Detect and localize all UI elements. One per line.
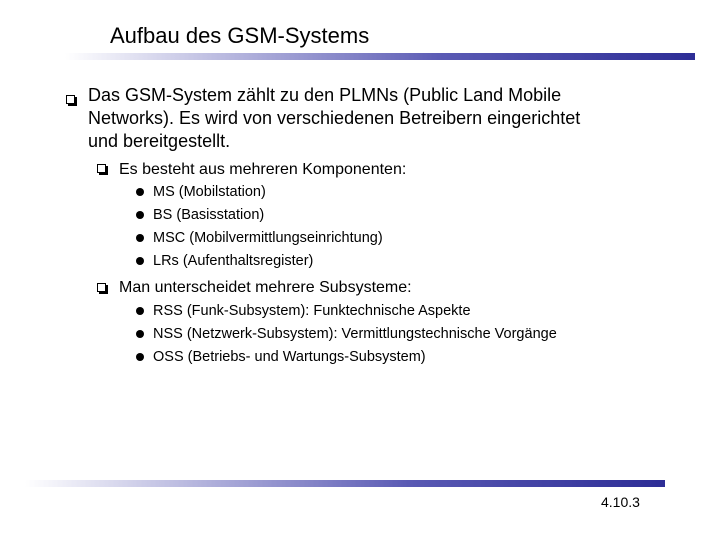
round-bullet-icon	[136, 188, 144, 196]
round-bullet-icon	[136, 330, 144, 338]
slide-title: Aufbau des GSM-Systems	[110, 23, 370, 48]
page-number: 4.10.3	[601, 494, 640, 510]
sub1-item: LRs (Aufenthaltsregister)	[153, 253, 314, 269]
sub1-item: MSC (Mobilvermittlungseinrichtung)	[153, 230, 383, 246]
round-bullet-icon	[136, 211, 144, 219]
round-bullet-icon	[136, 234, 144, 242]
sub1-item: MS (Mobilstation)	[153, 184, 266, 200]
square-bullet-icon	[66, 95, 75, 104]
sub2-item: RSS (Funk-Subsystem): Funktechnische Aspekte	[153, 303, 471, 319]
round-bullet-icon	[136, 353, 144, 361]
square-bullet-icon	[97, 283, 106, 292]
sub1-item: BS (Basisstation)	[153, 207, 265, 223]
bullet1-line3: und bereitgestellt.	[88, 131, 231, 151]
footer-rule	[25, 480, 665, 487]
round-bullet-icon	[136, 307, 144, 315]
sub2-item: NSS (Netzwerk-Subsystem): Vermittlungstechnische Vorgänge	[153, 326, 557, 342]
bullet1-line2: Networks). Es wird von verschiedenen Betreibern eingerichtet	[88, 108, 581, 128]
sub2-item: OSS (Betriebs- und Wartungs-Subsystem)	[153, 349, 426, 365]
bullet1-line1: Das GSM-System zählt zu den PLMNs (Public Land Mobile	[88, 85, 562, 105]
sub1-label: Es besteht aus mehreren Komponenten:	[119, 161, 407, 178]
square-bullet-icon	[97, 164, 106, 173]
title-rule	[65, 53, 695, 60]
sub2-label: Man unterscheidet mehrere Subsysteme:	[119, 279, 412, 296]
round-bullet-icon	[136, 257, 144, 265]
